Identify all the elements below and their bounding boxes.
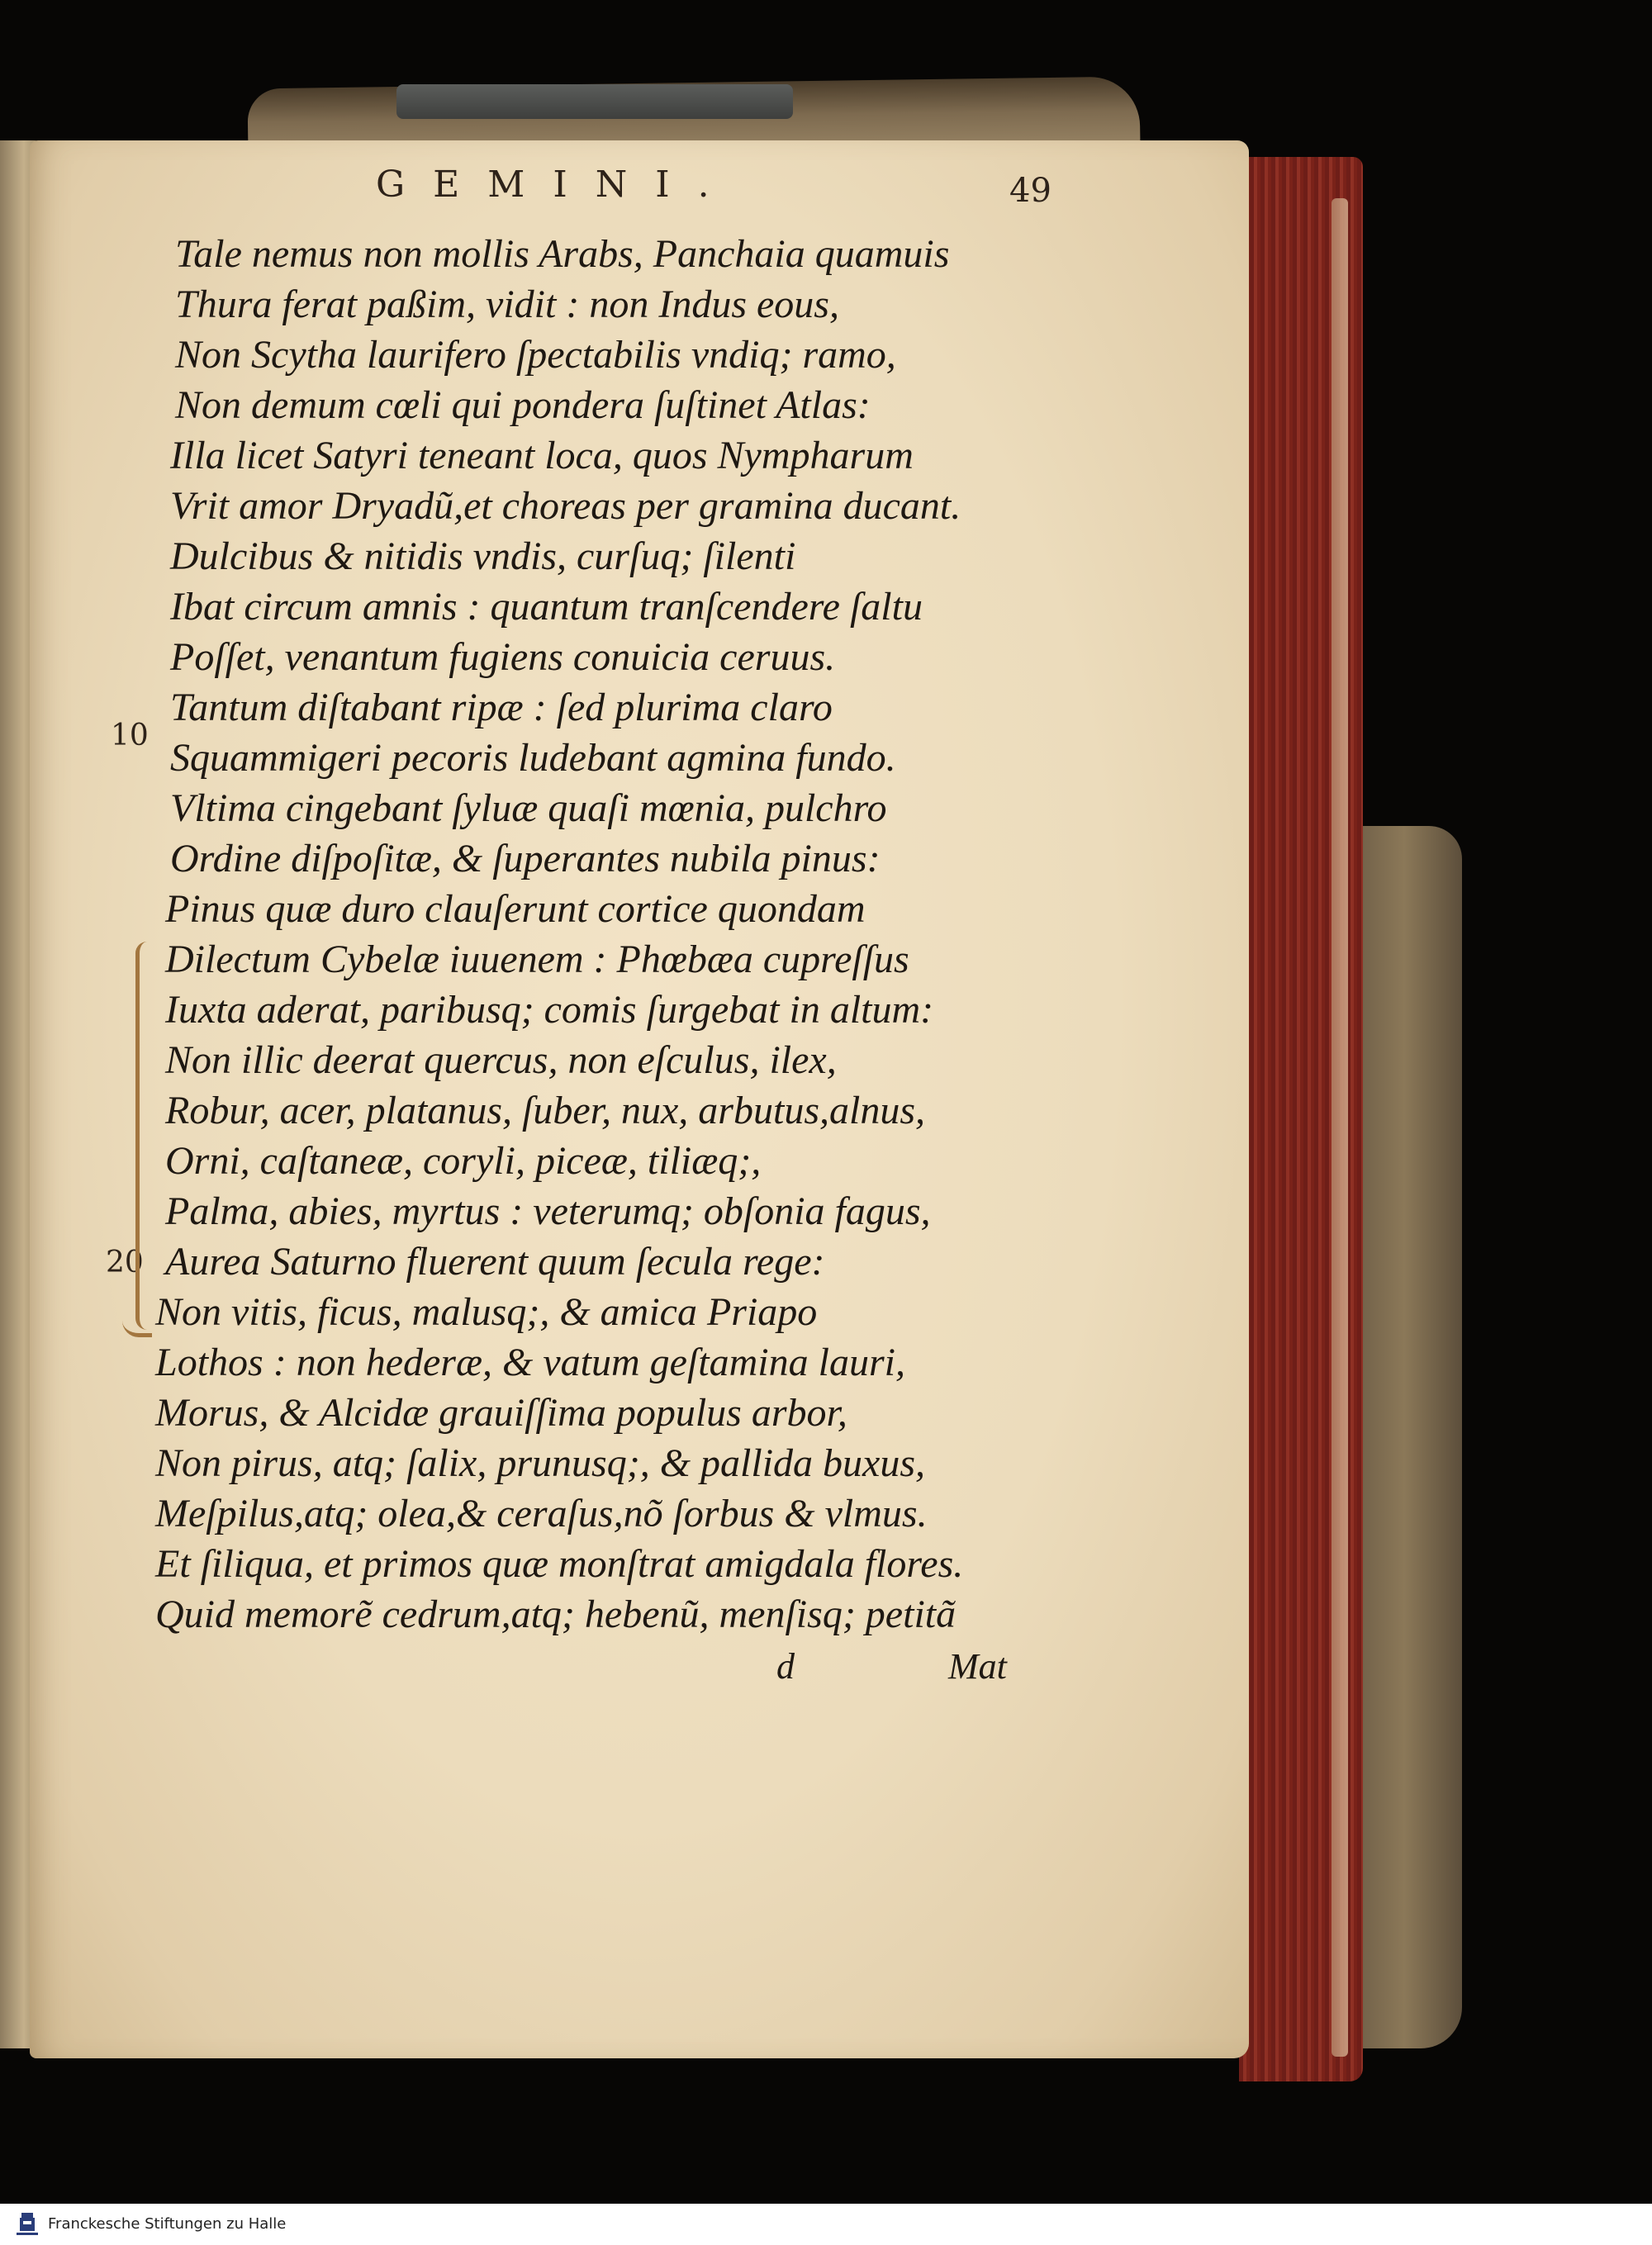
verse-line: Non pirus, atq; ſalix, prunusq;, & pallida buxus, <box>155 1441 926 1485</box>
verse-line: Dilectum Cybelæ iuuenem : Phœbæa cupreſſus <box>165 937 909 981</box>
verse-line: Poſſet, venantum fugiens conuicia ceruus. <box>170 635 836 679</box>
verse-line: Quid memorẽ cedrum,atq; hebenũ, menſisq; petitã <box>155 1592 957 1636</box>
line-number: 10 <box>111 719 149 752</box>
verse-line: Non Scytha laurifero ſpectabilis vndiq; ramo, <box>175 333 896 377</box>
franckesche-logo-icon <box>13 2210 41 2238</box>
verse-line: Palma, abies, myrtus : veterumq; obſonia fagus, <box>165 1189 931 1233</box>
verse-line: Non illic deerat quercus, non eſculus, ilex, <box>165 1038 837 1082</box>
institution-name: Franckesche Stiftungen zu Halle <box>48 2215 287 2233</box>
verse-line: Vrit amor Dryadũ,et choreas per gramina ducant. <box>170 484 961 528</box>
page-number: 49 <box>1009 172 1051 210</box>
verse-line: Aurea Saturno fluerent quum ſecula rege: <box>165 1240 825 1284</box>
running-head: GEMINI. <box>376 164 738 206</box>
verse-line: Morus, & Alcidæ grauiſſima populus arbor, <box>155 1391 847 1435</box>
verse-line: Orni, caſtaneæ, coryli, piceæ, tiliæq;, <box>165 1139 762 1183</box>
manuscript-bracket <box>135 942 158 1330</box>
verse-line: Non vitis, ficus, malusq;, & amica Priapo <box>155 1290 818 1334</box>
verse-line: Lothos : non hederæ, & vatum geſtamina lauri, <box>155 1341 905 1384</box>
verse-line: Squammigeri pecoris ludebant agmina fundo. <box>170 736 896 780</box>
catchword: Mat <box>948 1646 1007 1687</box>
verse-line: Illa licet Satyri teneant loca, quos Nympharum <box>170 434 914 477</box>
signature-mark: d <box>776 1646 795 1687</box>
verse-line: Meſpilus,atq; olea,& ceraſus,nõ ſorbus & vlmus. <box>155 1492 928 1535</box>
verse-line: Tantum diſtabant ripæ : ſed plurima claro <box>170 686 833 729</box>
verse-line: Tale nemus non mollis Arabs, Panchaia quamuis <box>175 232 950 276</box>
verse-line: Non demum cœli qui pondera ſuſtinet Atlas: <box>175 383 871 427</box>
verse-line: Pinus quæ duro clauſerunt cortice quondam <box>165 887 866 931</box>
verse-line: Vltima cingebant ſyluæ quaſi mœnia, pulchro <box>170 786 887 830</box>
verse-line: Iuxta aderat, paribusq; comis ſurgebat in altum: <box>165 988 934 1032</box>
verse-line: Ordine diſpoſitæ, & ſuperantes nubila pinus: <box>170 837 881 880</box>
verse-line: Et ſiliqua, et primos quæ monſtrat amigdala flores. <box>155 1542 964 1586</box>
verse-line: Robur, acer, platanus, ſuber, nux, arbutus,alnus, <box>165 1089 926 1132</box>
verse-line: Thura ferat paßim, vidit : non Indus eous, <box>175 282 839 326</box>
verse-line: Ibat circum amnis : quantum tranſcendere ſaltu <box>170 585 923 629</box>
verse-line: Dulcibus & nitidis vndis, curſuq; ſilenti <box>170 534 796 578</box>
footer-bar <box>0 2204 1652 2245</box>
line-number: 20 <box>106 1246 144 1279</box>
